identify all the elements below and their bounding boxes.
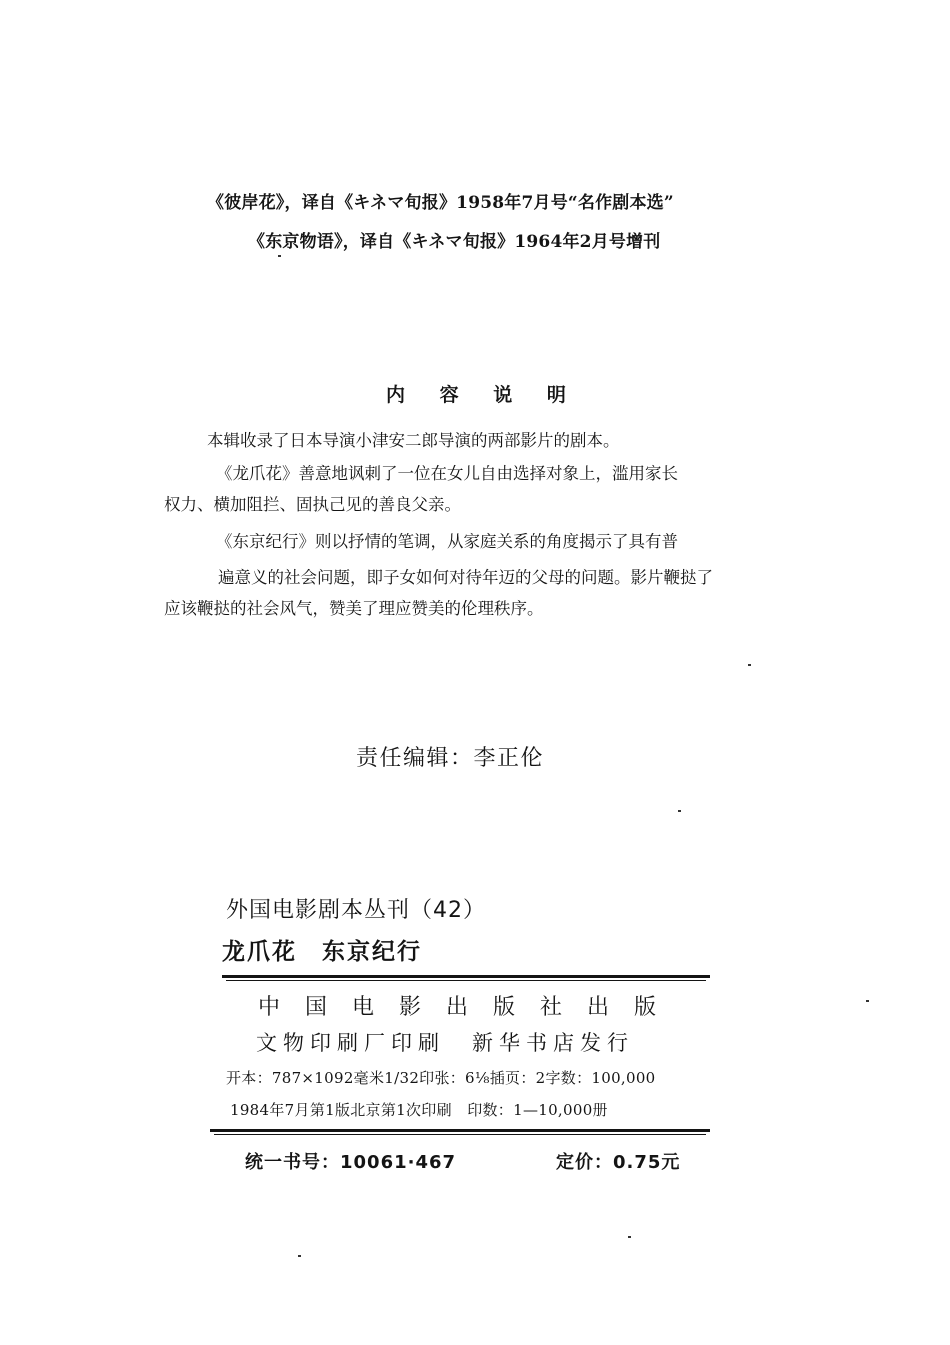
publisher: 中国电影出版社出版 <box>258 995 682 1020</box>
printing-info: 1984年7月第1版北京第1次印刷 印数：1—10,000册 <box>230 1101 608 1119</box>
scan-speck <box>628 1236 631 1238</box>
price: 定价：0.75元 <box>556 1152 681 1173</box>
colophon-top-rule-thin <box>226 980 706 981</box>
scan-speck <box>678 810 681 812</box>
description-paragraph-2-line-2: 权力、横加阻拦、固执己见的善良父亲。 <box>164 495 461 514</box>
scan-speck <box>278 255 281 257</box>
format-specs: 开本：787×1092毫米1/32印张：6⅛插页：2字数：100,000 <box>226 1069 656 1087</box>
description-title: 内 容 说 明 <box>386 384 580 406</box>
printer-distributor: 文物印刷厂印刷 新华书店发行 <box>256 1031 634 1055</box>
scan-speck <box>298 1255 301 1257</box>
source-note-2: 《东京物语》，译自《キネマ旬报》1964年2月号增刊 <box>248 232 661 252</box>
description-paragraph-3-line-3: 应该鞭挞的社会风气，赞美了理应赞美的伦理秩序。 <box>164 599 544 618</box>
unified-book-number: 统一书号：10061·467 <box>245 1152 457 1173</box>
description-paragraph-2-line-1: 《龙爪花》善意地讽刺了一位在女儿自由选择对象上，滥用家长 <box>216 464 678 483</box>
source-note-1: 《彼岸花》，译自《キネマ旬报》1958年7月号“名作剧本选” <box>207 193 674 213</box>
scan-speck <box>748 664 751 666</box>
colophon-bottom-rule <box>210 1129 710 1132</box>
responsible-editor: 责任编辑：李正伦 <box>356 746 545 771</box>
book-title: 龙爪花 东京纪行 <box>222 939 422 965</box>
series-title: 外国电影剧本丛刊（42） <box>226 898 486 923</box>
description-paragraph-3-line-2: 遍意义的社会问题，即子女如何对待年迈的父母的问题。影片鞭挞了 <box>218 568 713 587</box>
description-paragraph-1: 本辑收录了日本导演小津安二郎导演的两部影片的剧本。 <box>207 431 620 450</box>
scan-speck <box>866 1000 869 1002</box>
description-paragraph-3-line-1: 《东京纪行》则以抒情的笔调，从家庭关系的角度揭示了具有普 <box>216 532 678 551</box>
colophon-bottom-rule-thin <box>214 1134 706 1135</box>
colophon-top-rule <box>222 975 710 978</box>
